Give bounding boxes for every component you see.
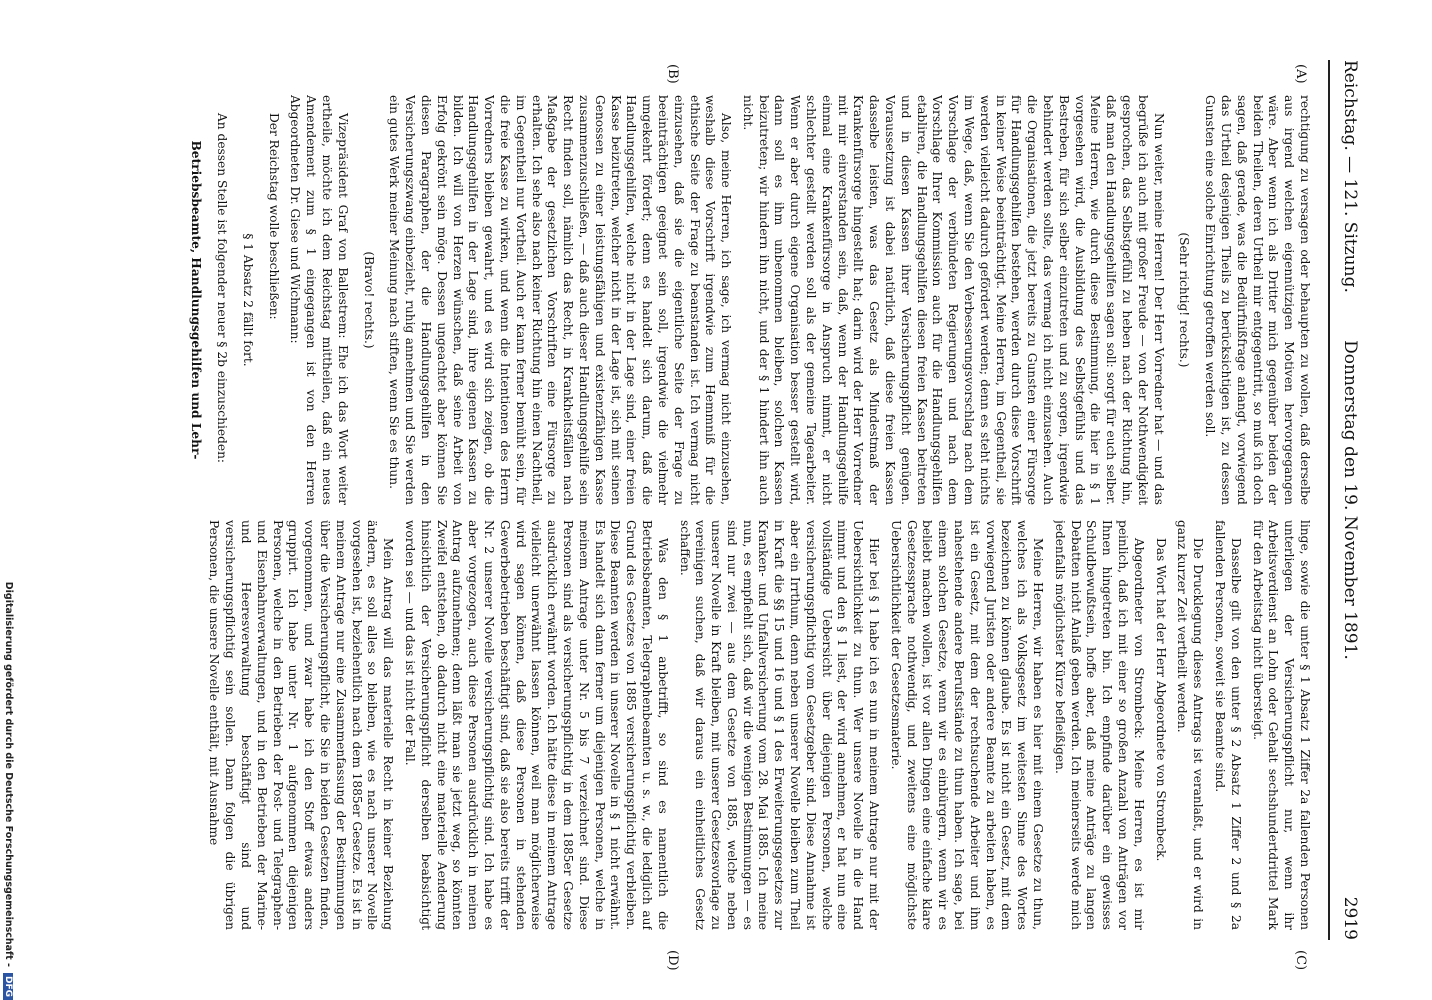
paragraph: Meine Herren, wir haben es hier mit einem Gesetze zu thun, welches ich als Volksgesetz im weitesten Sinne des Wortes bezeichnen zu können glaube. Es ist nicht ein Gesetz, mit dem vorwiegend Juristen oder andere Beamte zu arbeiten haben, es ist ein Gesetz, mit dem der rechtsuchende Arbeiter und ihm nahestehende andere Berufsstände zu thun haben. Ich sage, bei einem solchen Gesetze, wenn wir es einbürgern, wenn wir es beliebt machen wollen, ist vor allen Dingen eine einfache klare Gesetzessprache nothwendig, und zweitens eine möglichste Uebersichtlichkeit der Gesetzesmaterie.	[888, 520, 1046, 930]
paragraph: Mein Antrag will das materielle Recht in keiner Beziehung ändern, es soll alles so bleiben, wie es nach unserer Novelle vorgesehen ist, beziehentlich nach dem 1885er Gesetze. Es ist in meinem Antrage nur eine Zusammenfassung der Bestimmungen über die Versicherungspflicht, die Sie in beiden Gesetzen finden, vorgenommen, und zwar habe ich den Stoff etwas anders gruppirt. Ich habe unter Nr. 1 aufgenommen diejenigen Personen, welche in den Betrieben der Post- und Telegraphen- und Eisenbahnverwaltungen, und in den Betrieben der Marine- und Heeresverwaltung beschäftigt sind und versicherungspflichtig sein sollen. Dann folgen die übrigen Personen, die unsere Novelle enthält, mit Ausnahme	[207, 520, 396, 930]
paragraph: Dasselbe gilt von den unter § 2 Absatz 1 Ziffer 2 und § 2a fallenden Personen, soweit sie Beamte sind.	[1213, 520, 1243, 930]
paragraph: Was den § 1 anbetrifft, so sind es namentlich die Betriebsbeamten, Telegraphenbeamten u. s. w., die lediglich auf Grund des Gesetzes von 1885 versicherungspflichtig verbleiben. Diese Beamten werden in unserer Novelle in § 1 nicht erwähnt. Es handelt sich dann ferner um diejenigen Personen, welche in meinem Antrage unter Nr. 5 bis 7 verzeichnet sind. Diese Personen sind als versicherungspflichtig in dem 1885er Gesetze ausdrücklich erwähnt worden. Ich hätte diese in meinem Antrage vielleicht unerwähnt lassen können, weil man möglicherweise wird sagen können, daß diese Personen in stehenden Gewerbebetrieben beschäftigt sind, daß sie also bereits trifft der Nr. 2 unserer Novelle versicherungspflichtig sind. Ich habe es aber vorgezogen, auch diese Personen ausdrücklich in meinen Antrag aufzunehmen; denn läßt man sie jetzt weg, so könnten Zweifel entstehen, ob dadurch nicht eine materielle Aenderung hinsichtlich der Versicherungspflicht derselben beabsichtigt worden sei — und das ist nicht der Fall.	[402, 520, 670, 930]
page-number: 2919	[1340, 896, 1360, 940]
paragraph: Der Reichstag wolle beschließen:	[266, 113, 281, 320]
page-header	[1328, 60, 1360, 940]
digitization-credit	[3, 0, 14, 1000]
amendment-line: Betriebsbeamte, Handlungsgehilfen und Lehr-	[189, 140, 204, 460]
paragraph: Das Wort hat der Herr Abgeordnete von Strombeck.	[1153, 538, 1168, 862]
margin-marker-d: (D)	[665, 950, 680, 971]
dfg-logo: DFG	[4, 973, 14, 1000]
paragraph: rechtigung zu versagen oder behaupten zu wollen, daß derselbe aus irgend welchen eigennützigen Motiven hervorgegangen wäre. Aber wenn ich als Dritter mich gegenüber beiden der beiden Theilen, deren Urtheil mir entgegentritt, so muß ich doch sagen, daß gerade, was die Bedürfnißfrage anlangt, vorwiegend das Urtheil desjenigen Theils zu berücksichtigen ist, zu dessen Gunsten eine solche Einrichtung getroffen werden soll.	[1203, 95, 1312, 505]
header-session: Reichstag. — 121. Sitzung.	[1340, 60, 1360, 293]
interjection: (Sehr richtig! rechts.)	[1177, 232, 1192, 368]
margin-marker-a: (A)	[1293, 64, 1308, 84]
credit-text: Digitalisierung gefördert durch die Deutsche Forschungsgemeinschaft -	[3, 581, 14, 967]
paragraph: linge, sowie die unter § 1 Absatz 1 Ziffer 2a fallenden Personen unterliegen der Versicherungspflicht nur, wenn ihr Arbeitsverdienst an Lohn oder Gehalt sechshundertdrittel Mark für den Arbeitstag nicht übersteigt.	[1250, 520, 1312, 930]
header-date: Donnerstag den 19. November 1891.	[1340, 340, 1360, 660]
paragraph: An dessen Stelle ist folgender neuer § 2b einzuschieden:	[215, 113, 229, 464]
paragraph: Hier bei § 1 habe ich es nun in meinem Antrage nur mit der Uebersichtlichkeit zu thun. Wer unsere Novelle in die Hand nimmt und den § 1 liest, der wird annehmen, er hat nun eine vollständige Uebersicht über diejenigen Personen, welche versicherungspflichtig vom Gesetzgeber sind. Diese Annahme ist aber ein Irrthum, denn neben unserer Novelle bleiben zum Theil in Kraft die §§ 15 und 16 und § 1 des Erweiterungsgesetzes zur Kranken- und Unfallversicherung vom 28. Mai 1885. Ich meine nun, es empfiehlt sich, daß wir die wenigen Bestimmungen — es sind nur zwei — aus dem Gesetze von 1885, welche neben unserer Novelle in Kraft bleiben, mit unserer Gesetzesvorlage zu vereinigen suchen, daß wir daraus ein einheitliches Gesetz schaffen.	[677, 520, 882, 930]
paragraph: Vizepräsident Graf von Ballestrem: Ehe ich das Wort weiter ertheile, möchte ich dem Reichstag mittheilen, daß ein neues Amendement zum § 1 eingegangen ist von den Herren Abgeordneten Dr. Giese und Wichmann:	[288, 95, 350, 505]
paragraph: Also, meine Herren, ich sage, ich vermag nicht einzusehen, weshalb diese Vorschrift irgendwie zum Hemmniß für die ethische Seite der Frage zu beanstanden ist. Ich vermag nicht einzusehen, daß sie die eigentliche Seite der Frage zu beeinträchtigen geeignet sein soll, irgendwie die vielmehr umgekehrt fördert; denn es handelt sich darum, daß die Handlungsgehilfen, welche nicht in der Lage sind, einer freien Kasse beizutreten, welcher nicht in der Lage ist, sich mit seinen Genossen zu einer leistungsfähigen und existenzfähigen Kasse zusammenzuschließen, — daß auch dieser Handlungsgehilfe sein Recht finden soll, nämlich das Recht, in Krankheitsfällen nach Maßgabe der gesetzlichen Vorschriften eine Fürsorge zu erhalten. Ich sehe also nach keiner Richtung hin einen Nachtheil, im Gegentheil nur Vortheil. Auch er kann ferner bemüht sein, für die freie Kasse zu wirken, und wenn die Intentionen des Herrn Vorredners bleiben gewahrt, und es wird sich zeigen, ob die Handlungsgehilfen in der Lage sind, ihre eigenen Kassen zu bilden. Ich will von Herzen wünschen, daß seine Arbeit von Erfolg gekrönt sein möge. Dessen ungeachtet aber können Sie diesen Paragraphen, der die Handlungsgehilfen in den Versicherungszwang einbezieht, ruhig annehmen und Sie werden ein gutes Werk meiner Meinung nach stiften, wenn Sie es thun.	[387, 95, 734, 505]
margin-marker-c: (C)	[1293, 950, 1308, 971]
paragraph: Nun weiter, meine Herren! Der Herr Vorredner hat — und das begrüße ich auch mit großer Freude — von der Nothwendigkeit gesprochen, das Selbstgefühl zu heben nach der Richtung hin, daß man den Handlungsgehilfen sagen soll: sorgt für euch selber. Meine Herren, wie durch diese Bestimmung, die hier in § 1 vorgesehen wird, die Ausbildung des Selbstgefühls und das Bestreben, für sich selber einzutreten und zu sorgen, irgendwie behindert werden sollte, das vermag ich nicht einzusehen. Auch die Organisationen, die jetzt bereits zu Gunsten einer Fürsorge für Handlungsgehilfen bestehen, werden durch diese Vorschrift in keiner Weise beeinträchtigt. Meine Herren, im Gegentheil, sie werden vielleicht dadurch gefördert werden; denn es steht nichts im Wege, daß, wenn Sie den Verbesserungsvorschlag nach dem Vorschlage der verbündeten Regierungen und nach dem Vorschlage Ihrer Kommission auch für die Handlungsgehilfen etabliren, die Handlungsgehilfen diesen freien Kassen beitreten und in diesen Kassen ihrer Versicherungspflicht genügen. Voraussetzung ist dabei natürlich, daß diese freien Kassen dasselbe leisten, was das Gesetz als Mindestmaß der Krankenfürsorge hingestellt hat; darin wird der Herr Vorredner mit mir einverstanden sein, daß, wenn der Handlungsgehilfe einmal eine Krankenfürsorge in Anspruch nimmt, er nicht schlechter gestellt werden soll als der gemeine Tagearbeiter. Wenn er aber durch eigene Organisation besser gestellt wird, dann soll es ihm unbenommen bleiben, solchen Kassen beizutreten; wir hindern ihn nicht, und der § 1 hindert ihn auch nicht.	[740, 95, 1166, 505]
left-column	[32, 95, 1312, 505]
margin-marker-b: (B)	[665, 64, 680, 84]
paragraph: Die Drucklegung dieses Antrags ist veranlaßt, und er wird in ganz kurzer Zeit vertheilt werden.	[1175, 520, 1206, 930]
amendment-line: § 1 Absatz 2 fällt fort.	[240, 233, 255, 367]
paragraph: Abgeordneter von Strombeck: Meine Herren, es ist mir peinlich, daß ich mit einer so großen Anzahl von Anträgen vor Ihnen hingetreten bin. Ich empfinde darüber ein gewisses Schuldbewußtsein, hoffe aber, daß meine Anträge zu langen Debatten nicht Anlaß geben werden. Ich meinerseits werde mich jedenfalls möglichster Kürze befleißigen.	[1052, 520, 1146, 930]
interjection: (Bravo! rechts.)	[361, 251, 376, 349]
right-column	[32, 520, 1312, 930]
